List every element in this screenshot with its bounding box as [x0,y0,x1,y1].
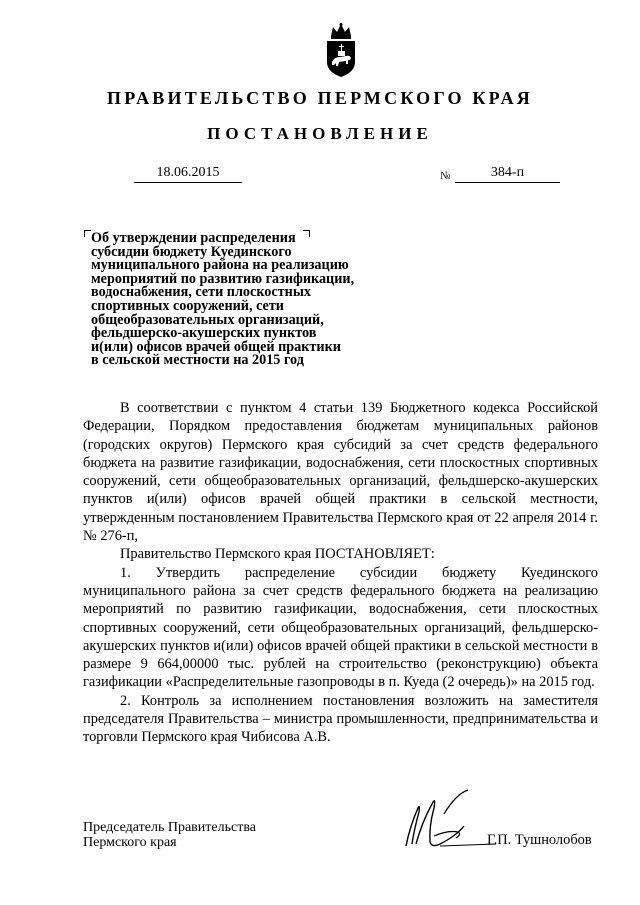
subject-line: фельдшерско-акушерских пунктов [91,325,317,342]
signer-name: Г.П. Тушнолобов [487,832,592,848]
signer-title-line: Председатель Правительства [83,820,256,835]
organization-name: ПРАВИТЕЛЬСТВО ПЕРМСКОГО КРАЯ [107,88,533,108]
subject-line: мероприятий по развитию газификации, [91,270,355,287]
coat-of-arms-icon [323,22,359,78]
signer-title-line: Пермского края [83,835,177,850]
subject-line: муниципального района на реализацию [91,257,349,274]
document-body [83,399,598,747]
signer-title [83,820,256,850]
document-date: 18.06.2015 [134,165,242,183]
subject-line: и(или) офисов врачей общей практики [91,338,341,355]
subject-bracket-left [84,230,91,237]
subject-line: в сельской местности на 2015 год [91,352,304,369]
subject-line: Об утверждении распределения [91,230,296,246]
document-type: ПОСТАНОВЛЕНИЕ [207,124,433,143]
clause-1: 1. Утвердить распределение субсидии бюджету Куединского муниципального района за счет средств федерального бюджета на реализацию мероприятий по развитию газификации, водоснабжения, сети плоскостных спортивных сооружений, сети общеобразовательных организаций, фельдшерско-акушерских пунктов и(или) офисов врачей общей практики в сельской местности в размере 9 664,00000 тыс. рублей на строительство (реконструкцию) объекта газификации «Распределительные газопроводы в п. Куеда (2 очередь)» на 2015 год. [83,564,598,691]
subject-line: общеобразовательных организаций, [91,311,324,328]
number-label: № [440,170,451,182]
subject-line: субсидии бюджету Куединского [91,243,292,260]
clause-2: 2. Контроль за исполнением постановления возложить на заместителя председателя Правительства – министра промышленности, предпринимательства и торговли Пермского края Чибисова А.В. [83,692,598,746]
resolution-statement: Правительство Пермского края ПОСТАНОВЛЯЕТ: [120,546,435,563]
subject-line: водоснабжения, сети плоскостных [91,284,312,301]
subject-line: спортивных сооружений, сети [91,297,284,314]
document-subject [91,232,391,368]
document-number: 384-п [455,165,560,183]
preamble-paragraph: В соответствии с пунктом 4 статьи 139 Бюджетного кодекса Российской Федерации, Порядком предоставления бюджетам муниципальных районов (городских округов) Пермского края субсидий за счет средств федерального бюджета на развитие газификации, водоснабжения, сети плоскостных спортивных сооружений, сети общеобразовательных организаций, фельдшерско-акушерских пунктов и(или) офисов врачей общей практики в сельской местности, утвержденным постановлением Правительства Пермского края от 22 апреля 2014 г. № 276-п, [83,400,598,545]
